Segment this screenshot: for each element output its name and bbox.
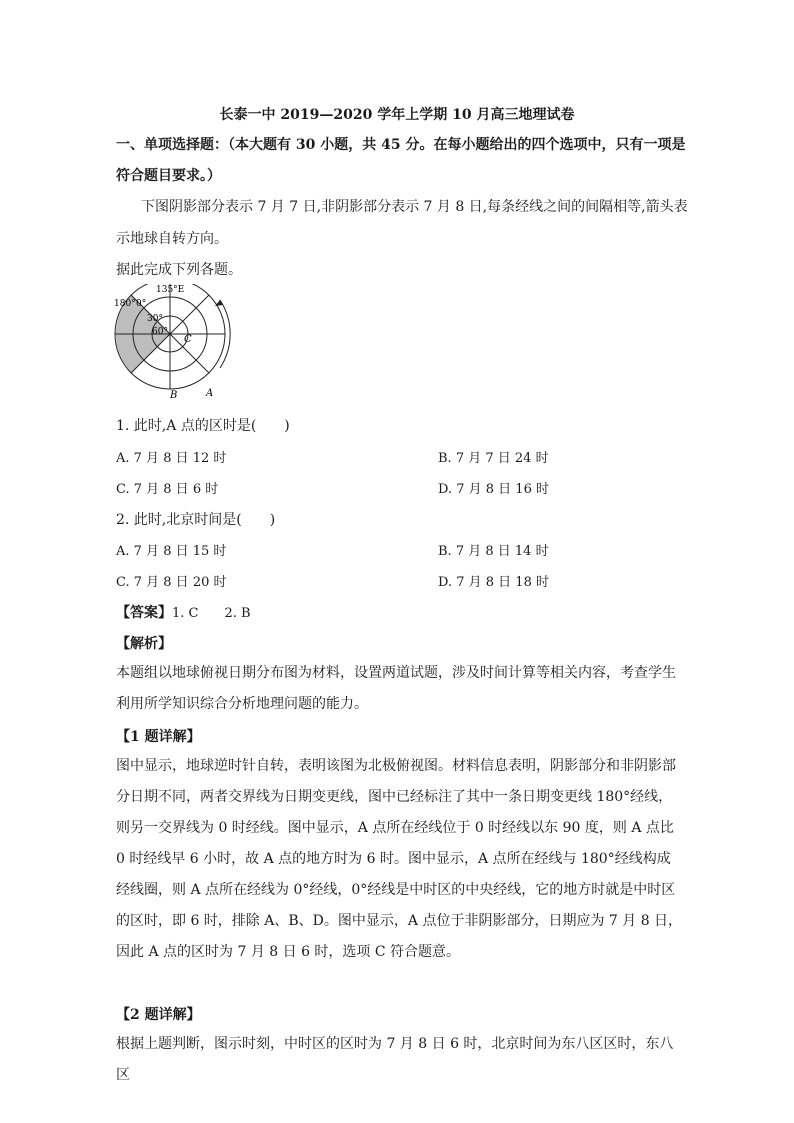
label-a: A bbox=[206, 388, 214, 399]
detail1-label: 【1 题详解】 bbox=[116, 729, 201, 745]
section-heading-line2: 符合题目要求。） bbox=[116, 168, 221, 184]
question-2-option-c: C. 7 月 8 日 20 时 bbox=[116, 575, 227, 590]
question-1-option-c: C. 7 月 8 日 6 时 bbox=[116, 482, 219, 497]
question-1-option-a: A. 7 月 8 日 12 时 bbox=[116, 451, 227, 466]
question-1-option-d: D. 7 月 8 日 16 时 bbox=[438, 482, 549, 497]
label-135e: 135°E bbox=[156, 285, 185, 295]
label-30: 30° bbox=[147, 314, 163, 324]
question-1-stem: 1. 此时,A 点的区时是( ) bbox=[116, 418, 290, 434]
detail1-text: 图中显示，地球逆时针自转，表明该图为北极俯视图。材料信息表明，阴影部分和非阴影部分日期不同，两者交界线为日期变更线，图中已经标注了其中一条日期变更线 180°经线，则另一交界线为 0 时经线。图中显示，A 点所在经线位于 0 时经线以东 90 度，则 A 点比 0 时经线早 6 小时，故 A 点的地方时为 6 时。图中显示，A 点所在经线与 180°经线构成经线圈，则 A 点所在经线为 0°经线，0°经线是中时区的中央经线，它的地方时就是中时区的区时，即 6 时，排除 A、B、D。图中显示，A 点位于非阴影部分，日期应为 7 月 8 日，因此 A 点的区时为 7 月 8 日 6 时，选项 C 符合题意。 bbox=[116, 758, 683, 960]
label-b: B bbox=[170, 390, 178, 401]
detail2-label: 【2 题详解】 bbox=[116, 1007, 201, 1023]
intro-line1: 下图阴影部分表示 7 月 7 日,非阴影部分表示 7 月 8 日,每条经线之间的间隔相等,箭头表 bbox=[141, 199, 688, 215]
question-2-option-a: A. 7 月 8 日 15 时 bbox=[116, 544, 227, 559]
label-0: 0° bbox=[136, 299, 147, 309]
intro-line2: 示地球自转方向。 bbox=[116, 231, 228, 247]
analysis-text: 本题组以地球俯视日期分布图为材料，设置两道试题，涉及时间计算等相关内容，考查学生利用所学知识综合分析地理问题的能力。 bbox=[116, 665, 676, 712]
label-180: 180° bbox=[114, 299, 136, 309]
question-2-option-b: B. 7 月 8 日 14 时 bbox=[438, 544, 549, 559]
analysis-label: 【解析】 bbox=[116, 636, 172, 652]
polar-view-diagram bbox=[112, 284, 242, 404]
question-2-stem: 2. 此时,北京时间是( ) bbox=[116, 512, 276, 528]
detail2-text: 根据上题判断，图示时刻，中时区的区时为 7 月 8 日 6 时，北京时间为东八区区时，东八区 bbox=[116, 1036, 674, 1083]
answer-row bbox=[116, 602, 686, 622]
answer-label: 【答案】 bbox=[116, 605, 172, 621]
label-c: C bbox=[184, 334, 192, 345]
question-2-option-d: D. 7 月 8 日 18 时 bbox=[438, 575, 549, 590]
exam-title: 长泰一中 2019—2020 学年上学期 10 月高三地理试卷 bbox=[219, 107, 575, 123]
instruction: 据此完成下列各题。 bbox=[116, 262, 242, 278]
answer-text: 1. C 2. B bbox=[172, 606, 251, 621]
section-heading-line1: 一、单项选择题：（本大题有 30 小题，共 45 分。在每小题给出的四个选项中，只有一项是 bbox=[116, 137, 686, 153]
label-60: 60° bbox=[152, 327, 168, 337]
question-1-option-b: B. 7 月 7 日 24 时 bbox=[438, 451, 549, 466]
